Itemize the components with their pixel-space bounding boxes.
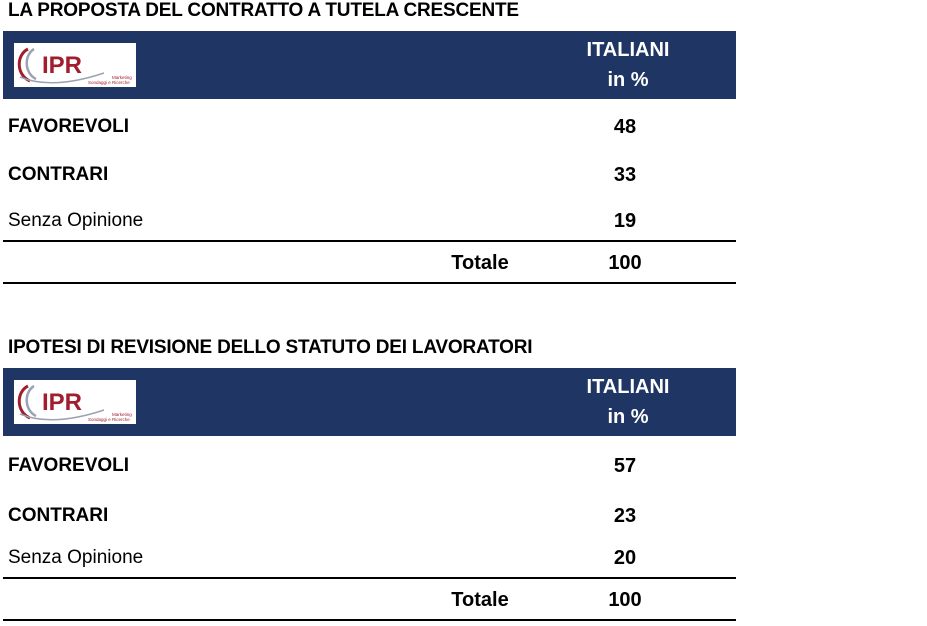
total-bottom-rule: [3, 282, 736, 284]
ipr-logo: [14, 380, 136, 424]
logo-subtitle-1: Marketing: [112, 75, 132, 80]
column-header: [563, 372, 693, 432]
row-value-contrari: 33: [613, 164, 637, 186]
total-bottom-rule: [3, 619, 736, 621]
table-header: [3, 31, 736, 99]
row-value-senza-opinione: 20: [613, 547, 637, 569]
row-label-senza-opinione: Senza Opinione: [8, 547, 144, 568]
table-header: [3, 368, 736, 436]
survey-table-1: [0, 0, 740, 290]
row-value-senza-opinione: 19: [613, 210, 637, 232]
row-label-contrari: CONTRARI: [8, 164, 109, 185]
row-label-favorevoli: FAVOREVOLI: [8, 455, 130, 476]
column-header-line2: in %: [607, 69, 649, 91]
table-title: IPOTESI DI REVISIONE DELLO STATUTO DEI LAVORATORI: [8, 337, 533, 358]
logo-subtitle-1: Marketing: [112, 412, 132, 417]
logo-subtitle-2: Sondaggi e Ricerche: [88, 417, 130, 422]
total-top-rule: [3, 240, 736, 242]
total-top-rule: [3, 577, 736, 579]
column-header-line1: ITALIANI: [586, 39, 670, 61]
logo-text: IPR: [42, 389, 83, 416]
ipr-logo: [14, 43, 136, 87]
column-header-line2: in %: [607, 406, 649, 428]
logo-subtitle-2: Sondaggi e Ricerche: [88, 80, 130, 85]
table-title: LA PROPOSTA DEL CONTRATTO A TUTELA CRESCENTE: [8, 0, 519, 21]
row-value-favorevoli: 48: [613, 116, 637, 138]
row-label-senza-opinione: Senza Opinione: [8, 210, 144, 231]
row-value-favorevoli: 57: [613, 455, 637, 477]
survey-table-2: [0, 337, 740, 626]
total-label: Totale: [451, 252, 509, 274]
logo-text: IPR: [42, 52, 83, 79]
row-value-contrari: 23: [613, 505, 637, 527]
total-value: 100: [608, 589, 642, 611]
row-label-contrari: CONTRARI: [8, 505, 109, 526]
column-header: [563, 35, 693, 95]
total-label: Totale: [451, 589, 509, 611]
total-value: 100: [608, 252, 642, 274]
column-header-line1: ITALIANI: [586, 376, 670, 398]
row-label-favorevoli: FAVOREVOLI: [8, 116, 130, 137]
